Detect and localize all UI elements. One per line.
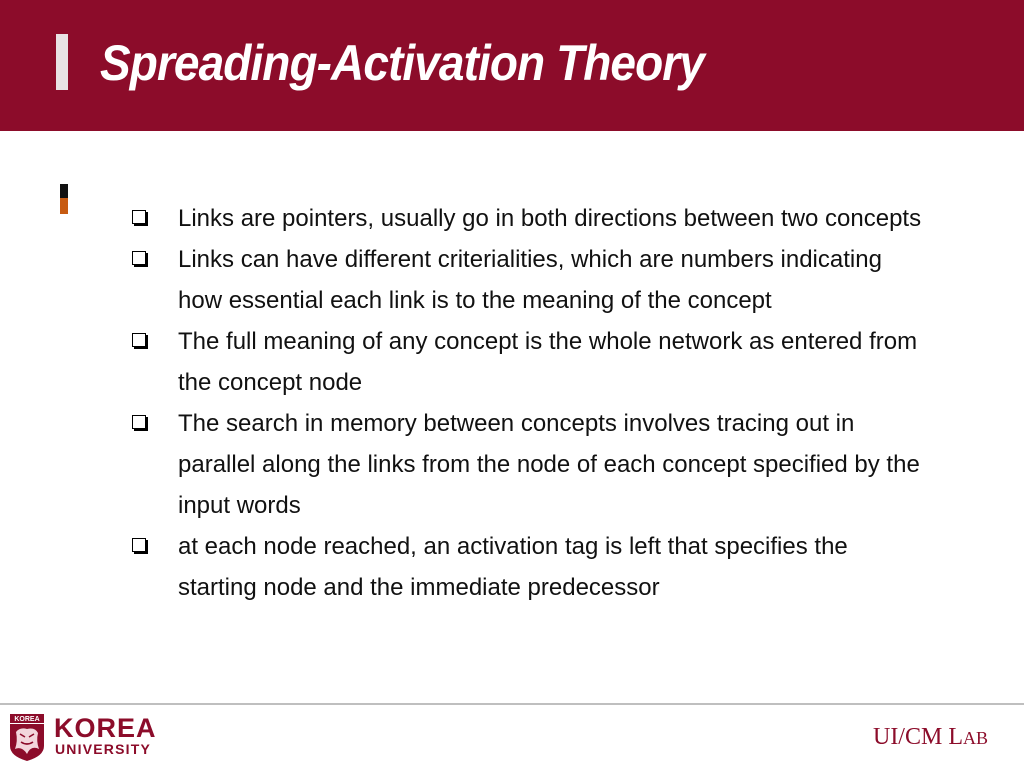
bullet-item (128, 526, 928, 608)
checkbox-icon (132, 251, 146, 265)
korea-university-tiger-icon (8, 712, 46, 762)
logo-name-line2: UNIVERSITY (55, 741, 152, 757)
title-accent-bar (56, 34, 68, 90)
bullet-item (128, 403, 928, 526)
bullet-list (128, 198, 928, 608)
bullet-text: Links are pointers, usually go in both directions between two concepts (178, 205, 922, 232)
bullet-text: at each node reached, an activation tag is left that specifies the starting node and the immediate predecessor (178, 533, 848, 601)
bullet-item (128, 321, 928, 403)
checkbox-icon (132, 210, 146, 224)
lab-label-small: AB (962, 728, 988, 748)
lab-label-main: UI/CM L (872, 724, 963, 750)
slide-title: Spreading-Activation Theory (100, 35, 704, 91)
title-banner (0, 0, 1024, 131)
footer-divider (0, 703, 1024, 705)
checkbox-icon (132, 333, 146, 347)
bullet-item (128, 198, 928, 239)
content-accent-mark (60, 184, 68, 214)
checkbox-icon (132, 538, 146, 552)
checkbox-icon (132, 415, 146, 429)
bullet-text: The full meaning of any concept is the whole network as entered from the concept node (178, 328, 918, 396)
university-logo (8, 712, 158, 762)
bullet-text: Links can have different criterialities, which are numbers indicating how essential each link is to the meaning of the concept (178, 246, 882, 314)
bullet-text: The search in memory between concepts involves tracing out in parallel along the links from the node of each concept specified by the input words (178, 410, 920, 519)
lab-label (873, 724, 988, 751)
bullet-item (128, 239, 928, 321)
logo-seal-text: KOREA (14, 716, 40, 723)
logo-name-line1: KOREA (54, 713, 157, 743)
